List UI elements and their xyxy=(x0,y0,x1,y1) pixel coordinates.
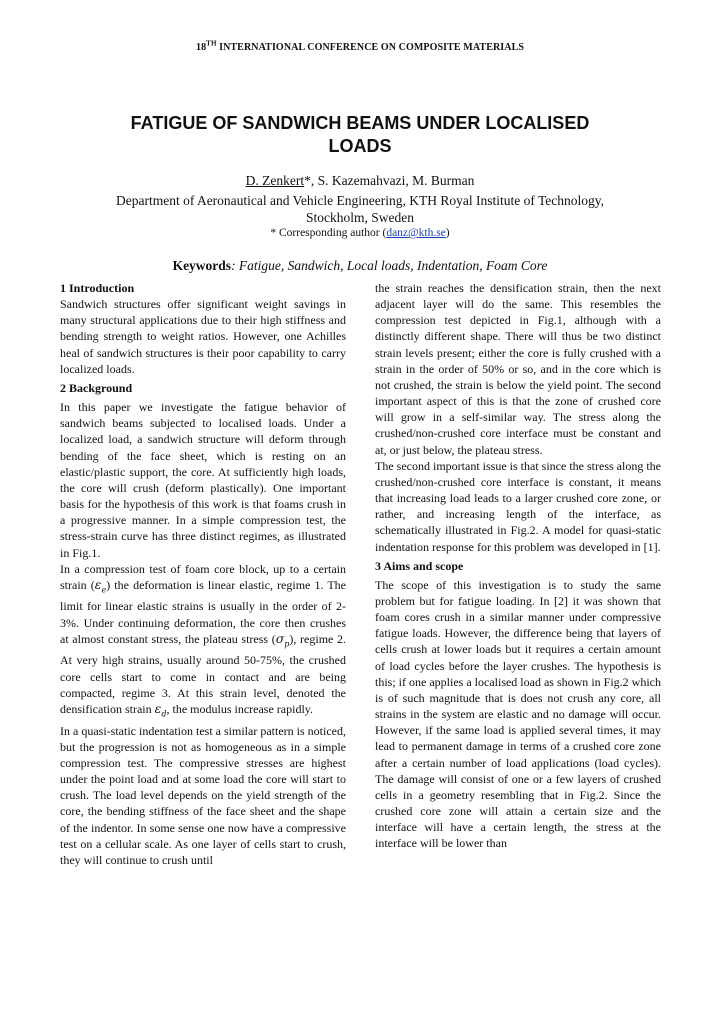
subscript-e: e xyxy=(101,585,107,595)
background-paragraph-1: In this paper we investigate the fatigue behavior of sandwich beams subjected to localised loads. Under a localized load, a sandwich structure will deform through bending of the face sheet, which is resting on an elastic/plastic support, the core. At sufficiently high loads, the core will crush (deform plastically). One important basis for the hypothesis of this work is that foams crush in a progressive manner. In a simple compression test, the stress-strain curve has three distinct regimes, as illustrated in Fig.1. xyxy=(60,400,346,560)
left-column xyxy=(60,280,346,868)
bg-p2-text-b: ) the deformation is linear elastic, regime 1. The limit for linear elastic strains is usually in the order of 2-3%. Under continuing deformation, the core then crushes at almost constant stress, the plateau stress ( xyxy=(60,577,347,646)
conference-header xyxy=(0,39,720,53)
keywords-line xyxy=(0,258,720,274)
right-column xyxy=(375,280,661,851)
sigma-glyph: σ xyxy=(275,630,285,646)
header-ordinal: 18 xyxy=(195,42,207,53)
co-authors: *, S. Kazemahvazi, M. Burman xyxy=(304,173,475,188)
subscript-d: d xyxy=(161,709,167,719)
email-link[interactable]: danz@kth.se xyxy=(386,227,446,239)
corresponding-author-note xyxy=(0,227,720,239)
background-paragraph-5: The second important issue is that since the stress along the crushed/non-crushed core interface is constant, it means that increasing load leads to a larger crushed core zone, or rather, and increasing length of the interface, as schematically illustrated in Fig.2. A model for quasi-static indentation response for this problem was developed in [1]. xyxy=(375,458,661,554)
header-ordinal-suffix: TH xyxy=(206,39,217,48)
aims-paragraph: The scope of this investigation is to study the same problem but for fatigue loading. In [2] it was shown that foam cores crush in a similar manner under compressive fatigue loads. However, the difference being that layers of cells crush at lower loads but it requires a certain amount of load cycles before the layer crushes. The hypothesis is this; if one applies a localised load as shown in Fig.2 which is of such magnitude that is does not crush any core, all strains in the system are elastic and no damage will occur. However, if the same load is applied several times, it may lead to permanent damage in terms of a crushed core zone after a certain number of load applications (load cycles). The damage will consist of one or a few layers of crushed cells in a geometry resembling that in Fig.2. Since the crushed core zone will attain a certain size and the interface will have a certain length, the stress at the interface will be lower than xyxy=(375,577,661,851)
section-heading-aims: 3 Aims and scope xyxy=(375,558,464,573)
bg-p2-text-d: , the modulus increase rapidly. xyxy=(166,701,313,716)
keywords-label: Keywords xyxy=(172,258,232,273)
corr-suffix: ) xyxy=(445,227,450,239)
bg-p2-text-c: ), regime 2. At very high strains, usually around 50-75%, the crushed core cells start to come in contact and are being compacted, regime 3. At this strain level, denoted the densification strain xyxy=(60,631,346,716)
author-list xyxy=(0,173,720,189)
bg-p2-text-a: In a compression test of foam core block, up to a certain strain ( xyxy=(60,561,346,592)
section-heading-background: 2 Background xyxy=(60,380,133,395)
background-paragraph-3: In a quasi-static indentation test a similar pattern is noticed, but the progression is not as homogeneous as in a simple compression test. The compressive stresses are highest under the point load and at some load the core will start to crush. The load level depends on the yield strength of the core, the bending stiffness of the face sheet and the shape of the indentor. In some sense one now have a compressive test on a cellular scale. As one layer of cells start to crush, they will continue to crush until xyxy=(60,723,346,867)
epsilon-glyph: ε xyxy=(94,576,102,592)
paper-title: FATIGUE OF SANDWICH BEAMS UNDER LOCALISED LOADS xyxy=(130,113,590,156)
header-text: INTERNATIONAL CONFERENCE ON COMPOSITE MATERIALS xyxy=(216,42,525,53)
corr-prefix: * Corresponding author ( xyxy=(270,227,387,239)
section-heading-introduction: 1 Introduction xyxy=(60,281,135,295)
background-paragraph-4: the strain reaches the densification strain, then the next adjacent layer will do the same. This resembles the compression test depicted in Fig.1, although with a distinctly different shape. There will thus be two distinct strain levels present; either the core is fully crushed with a strain in the order of 50% or so, and in the core which is not crushed, the strain is below the yield point. The second important aspect of this is that the zone of crushed core will grow in a self-similar way. The stress along the crushed/non-crushed core interface must be constant and at, or just below, the plateau stress. xyxy=(375,281,661,457)
epsilon-e-symbol xyxy=(94,576,107,595)
sigma-p-symbol xyxy=(275,630,290,649)
subscript-p: p xyxy=(284,639,290,649)
introduction-paragraph: Sandwich structures offer significant weight savings in many structural applications due to their high stiffness and bending strength to weight ratios. However, one Achilles heal of sandwich structures is their poor capability to carry localized loads. xyxy=(60,297,346,376)
epsilon-glyph-d: ε xyxy=(154,700,162,716)
background-paragraph-2 xyxy=(60,561,346,723)
corresponding-author-name: D. Zenkert xyxy=(245,173,305,188)
affiliation: Department of Aeronautical and Vehicle Engineering, KTH Royal Institute of Technology, Stockholm, Sweden xyxy=(115,193,605,225)
keywords-text: : Fatigue, Sandwich, Local loads, Indentation, Foam Core xyxy=(231,258,548,273)
epsilon-d-symbol xyxy=(154,700,167,719)
